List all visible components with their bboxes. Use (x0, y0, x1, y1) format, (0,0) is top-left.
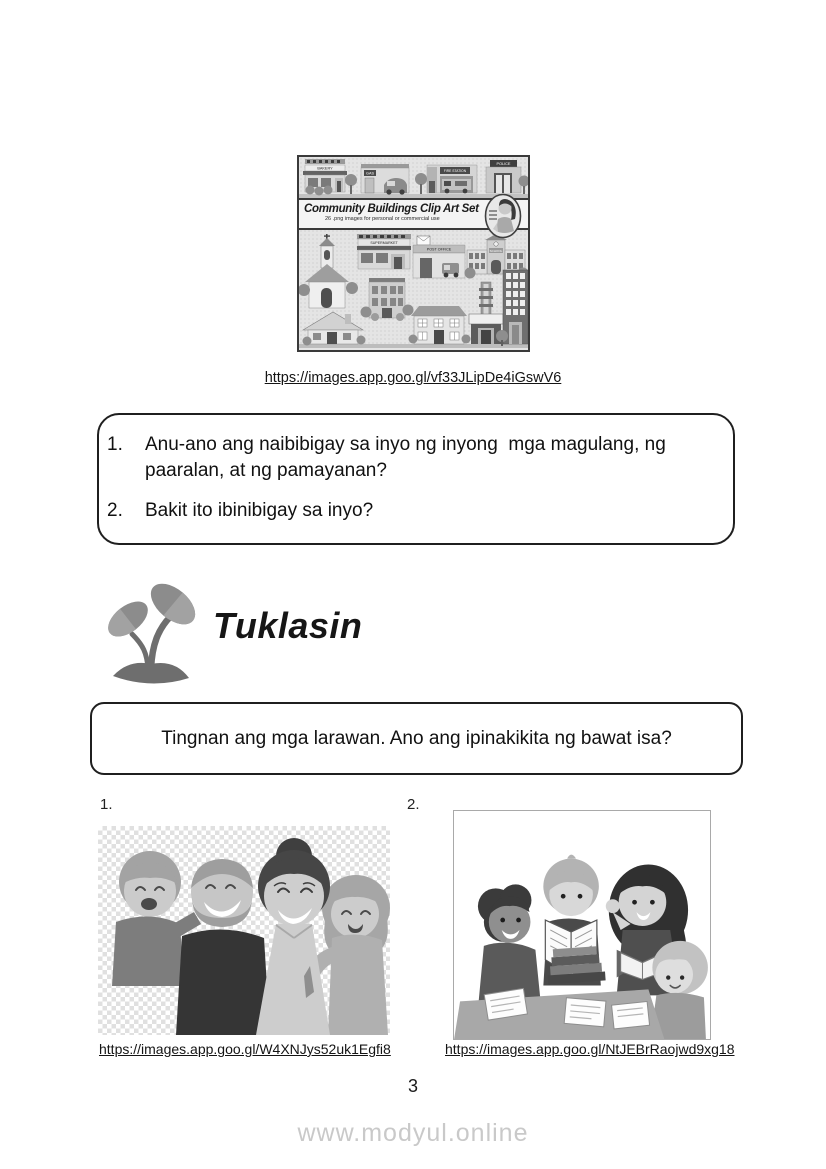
storefront-building (361, 278, 414, 321)
police-label: POLICE (496, 162, 511, 166)
clipart-top-row (299, 157, 528, 198)
paper-sheet (484, 988, 527, 1020)
clipart-source-link[interactable]: https://images.app.goo.gl/vf33JLipDe4iGswV6 (264, 370, 562, 386)
supermarket-building (357, 234, 411, 269)
bakery-label: BAKERY (317, 166, 333, 171)
fire-station-label: FIRE STATION (443, 169, 467, 173)
family-illustration (98, 826, 390, 1035)
section-title: Tuklasin (213, 605, 363, 646)
house-building (303, 312, 366, 346)
gas-label: GAS (365, 171, 375, 176)
seedling-icon (101, 583, 201, 686)
figure-2-source-link[interactable]: https://images.app.goo.gl/NtJEBrRaojwd9xg18 (445, 1041, 735, 1057)
instruction-box (90, 702, 743, 775)
watermark-text: www.modyul.online (297, 1119, 529, 1147)
figure-1-source-link[interactable]: https://images.app.goo.gl/W4XNJys52uk1Egfi8 (99, 1041, 391, 1057)
students-drawing (454, 811, 710, 1039)
review-questions-box (97, 413, 735, 545)
question-2-text: Bakit ito ibinibigay sa inyo? (145, 500, 374, 521)
clipart-source-caption (0, 369, 826, 387)
clipart-subtitle: 26 .png images for personal or commercial use (325, 216, 440, 222)
paper-sheet (564, 998, 606, 1027)
question-2-number: 2. (107, 500, 123, 521)
family-dad (176, 859, 270, 1035)
gas-station-building (361, 164, 409, 195)
page-number: 3 (407, 1076, 418, 1096)
figure-1-caption (99, 1041, 391, 1059)
teacher-badge-icon (484, 193, 522, 239)
fire-station-building (415, 165, 477, 194)
paper-sheet (612, 1002, 650, 1029)
question-item-1 (99, 432, 733, 484)
bakery-building (303, 159, 357, 196)
police-building (486, 160, 528, 194)
post-office-building (413, 236, 465, 278)
question-1-number: 1. (107, 434, 123, 455)
figure-2-number: 2. (407, 796, 420, 813)
question-item-2 (99, 498, 733, 524)
family-drawing (98, 826, 390, 1035)
supermarket-label: SUPERMARKET (370, 241, 398, 246)
school-label: SCHOOL (489, 248, 503, 253)
community-buildings-clipart (297, 155, 530, 352)
family-mom (256, 838, 330, 1035)
church-building (299, 234, 358, 308)
instruction-text: Tingnan ang mga larawan. Ano ang ipinakikita ng bawat isa? (161, 727, 672, 749)
clipart-main-grid (299, 230, 528, 350)
clipart-title: Community Buildings Clip Art Set (304, 203, 479, 215)
two-story-house-building (409, 306, 471, 344)
figure-1-number: 1. (100, 796, 113, 813)
post-office-label: POST OFFICE (426, 247, 452, 252)
figure-2-caption (445, 1041, 735, 1059)
question-1-text: Anu-ano ang naibibigay sa inyo ng inyong mga magulang, ng paaralan, at ng pamayanan? (145, 434, 672, 481)
children-studying-illustration (453, 810, 711, 1040)
office-building (496, 270, 528, 346)
